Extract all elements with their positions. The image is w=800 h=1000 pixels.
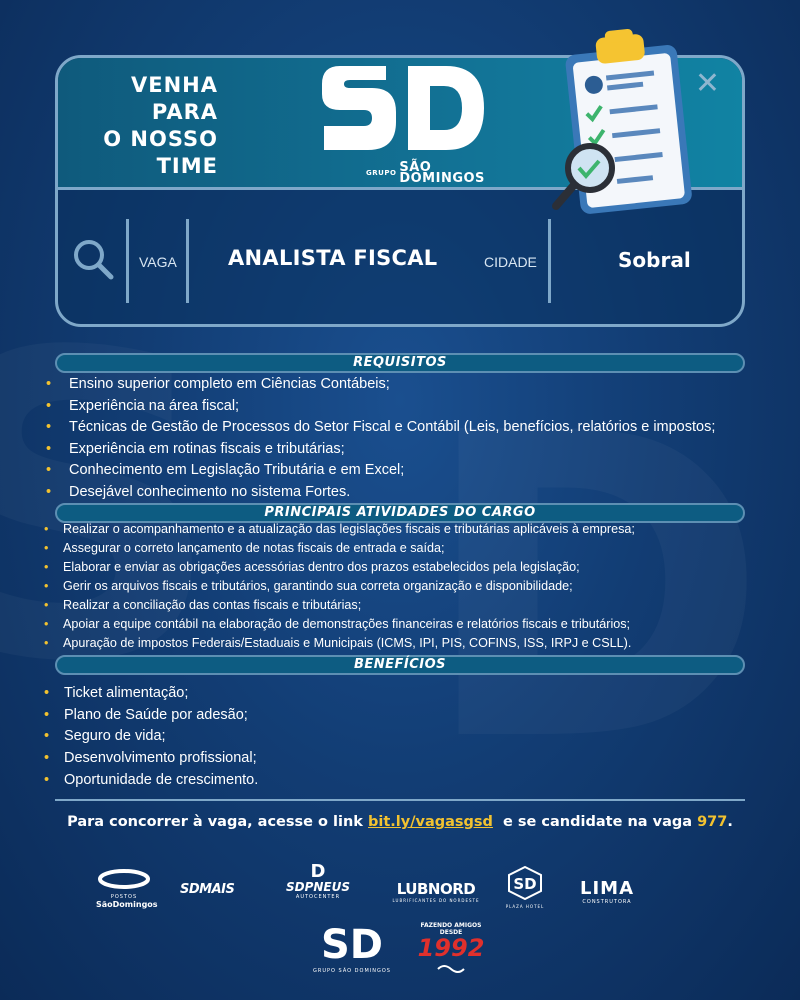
brand-anniversary	[410, 922, 492, 979]
postos-top-text: POSTOS	[110, 894, 138, 900]
logo-caption-small: GRUPO	[366, 169, 397, 177]
svg-text:SD: SD	[320, 922, 384, 964]
apply-text: e se candidate na vaga	[492, 814, 698, 830]
lima-name: LIMA	[579, 878, 634, 899]
apply-instructions	[0, 814, 800, 830]
headline-line: TIME	[156, 154, 218, 178]
logo-caption	[366, 162, 485, 184]
close-icon[interactable]: ✕	[694, 66, 720, 101]
sdpneus-name: SDPNEUS	[285, 880, 351, 894]
divider	[548, 219, 551, 303]
brand-sdpneus	[280, 861, 356, 900]
list-item: • Técnicas de Gestão de Processos do Setor Fiscal e Contábil (Leis, benefícios, relatórios e impostos;	[0, 417, 715, 439]
list-item: • Assegurar o correto lançamento de notas fiscais de entrada e saída;	[0, 539, 635, 558]
headline	[78, 72, 218, 180]
plaza-name: PLAZA HOTEL	[505, 904, 545, 909]
grupo-name: GRUPO SÃO DOMINGOS	[313, 968, 391, 974]
anniv-year: 1992	[417, 934, 485, 962]
lubnord-name: LUBNORD	[396, 880, 476, 898]
apply-text: Para concorrer à vaga, acesse o link	[67, 814, 368, 830]
sd-logo	[316, 58, 491, 162]
cidade-label: CIDADE	[484, 254, 537, 270]
brand-postos-sao-domingos	[96, 868, 158, 909]
brand-sdmais: SDMAIS	[180, 882, 235, 897]
list-item: • Gerir os arquivos fiscais e tributários, garantindo sua correta organização e disponibilidade;	[0, 577, 635, 596]
list-item: • Realizar o acompanhamento e a atualização das legislações fiscais e tributárias aplicáveis à empresa;	[0, 520, 635, 539]
search-icon[interactable]	[72, 238, 114, 280]
postos-name: SãoDomingos	[96, 900, 158, 909]
list-item: • Apoiar a equipe contábil na elaboração de demonstrações financeiras e relatórios fiscais e tributários;	[0, 615, 635, 634]
section-requisitos-title: REQUISITOS	[55, 353, 745, 373]
list-item: • Plano de Saúde por adesão;	[0, 705, 258, 727]
list-item: • Oportunidade de crescimento.	[0, 770, 258, 792]
section-atividades-title: PRINCIPAIS ATIVIDADES DO CARGO	[55, 503, 745, 523]
list-item: • Realizar a conciliação das contas fiscais e tributárias;	[0, 596, 635, 615]
anniv-line2: DESDE	[439, 929, 463, 936]
list-item: • Experiência em rotinas fiscais e tributárias;	[0, 439, 715, 461]
svg-text:SD: SD	[513, 875, 537, 893]
list-item: • Conhecimento em Legislação Tributária e em Excel;	[0, 460, 715, 482]
vacancy-number: 977	[697, 814, 728, 830]
plaza-logo-icon	[507, 866, 543, 900]
headline-line: PARA	[151, 100, 218, 124]
list-item: • Desejável conhecimento no sistema Fortes.	[0, 482, 715, 504]
atividades-list	[0, 520, 635, 653]
list-item: • Experiência na área fiscal;	[0, 396, 715, 418]
postos-logo-icon	[97, 868, 151, 890]
list-item: • Ticket alimentação;	[0, 683, 258, 705]
lima-sub: CONSTRUTORA	[582, 899, 632, 905]
cidade-value: Sobral	[618, 248, 691, 272]
apply-link[interactable]: bit.ly/vagasgsd	[368, 814, 493, 830]
list-item: • Ensino superior completo em Ciências Contábeis;	[0, 374, 715, 396]
list-item: • Elaborar e enviar as obrigações acessórias dentro dos prazos estabelecidos pela legislação;	[0, 558, 635, 577]
lubnord-sub: LUBRIFICANTES DO NORDESTE	[392, 898, 480, 903]
divider	[186, 219, 189, 303]
list-item: • Seguro de vida;	[0, 726, 258, 748]
brand-grupo-sao-domingos	[313, 922, 391, 974]
logo-caption-sao: SÃO	[399, 160, 432, 175]
beneficios-list	[0, 683, 258, 792]
requisitos-list	[0, 374, 715, 503]
brand-plaza-hotel	[505, 866, 545, 909]
divider-line	[55, 799, 745, 801]
logo-caption-domingos: DOMINGOS	[399, 171, 485, 186]
list-item: • Desenvolvimento profissional;	[0, 748, 258, 770]
apply-text: .	[727, 814, 733, 830]
grupo-sd-logo-icon	[317, 922, 387, 964]
anniv-line1: FAZENDO AMIGOS	[420, 922, 482, 929]
vaga-label: VAGA	[139, 254, 177, 270]
brand-lima	[572, 878, 642, 905]
headline-line: VENHA	[130, 73, 218, 97]
clipboard-icon	[548, 28, 698, 218]
brand-lubnord	[388, 880, 484, 903]
vaga-value: ANALISTA FISCAL	[228, 246, 438, 270]
section-beneficios-title: BENEFÍCIOS	[55, 655, 745, 675]
sdpneus-logo-icon: D	[310, 861, 326, 882]
headline-line: O NOSSO	[103, 127, 218, 151]
sdpneus-sub: AUTOCENTER	[295, 894, 341, 900]
divider	[126, 219, 129, 303]
handshake-icon	[436, 963, 466, 975]
list-item: • Apuração de impostos Federais/Estaduais e Municipais (ICMS, IPI, PIS, COFINS, ISS, IRPJ e CSLL).	[0, 634, 635, 653]
